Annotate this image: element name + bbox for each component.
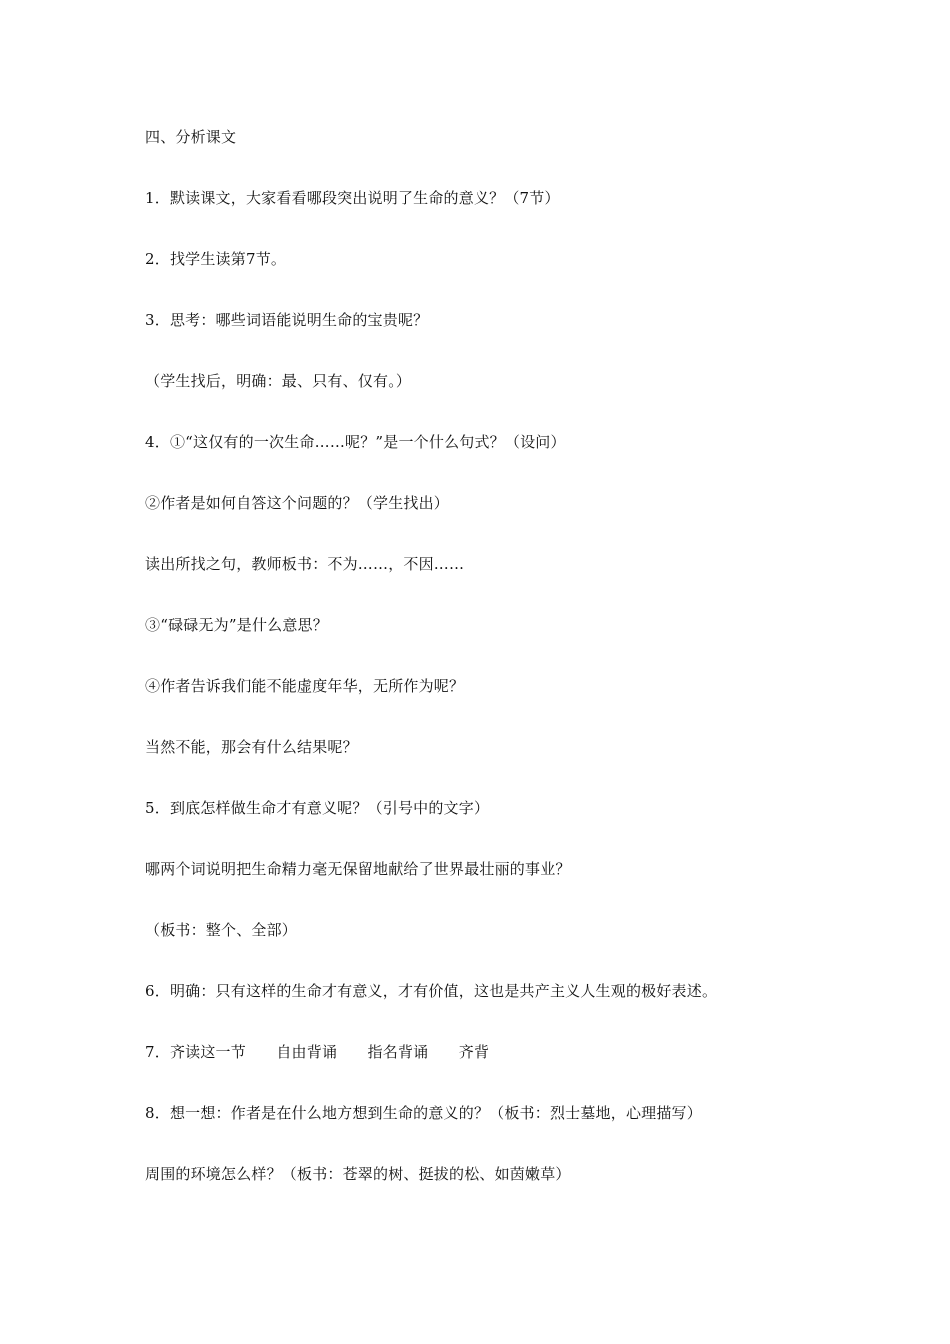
paragraph-line: 1．默读课文，大家看看哪段突出说明了生命的意义？（7节）: [145, 189, 560, 207]
paragraph-line: 5．到底怎样做生命才有意义呢？（引号中的文字）: [145, 799, 490, 817]
section-heading: 四、分析课文: [145, 128, 237, 146]
paragraph-line: 2．找学生读第7节。: [145, 250, 287, 268]
paragraph-line: ④作者告诉我们能不能虚度年华，无所作为呢？: [145, 677, 465, 695]
paragraph-line: 3．思考：哪些词语能说明生命的宝贵呢？: [145, 311, 429, 329]
paragraph-line: 哪两个词说明把生命精力毫无保留地献给了世界最壮丽的事业？: [145, 860, 571, 878]
paragraph-line: 8．想一想：作者是在什么地方想到生命的意义的？（板书：烈士墓地，心理描写）: [145, 1104, 702, 1122]
paragraph-line: ③“碌碌无为”是什么意思？: [145, 616, 328, 634]
paragraph-line: 当然不能，那会有什么结果呢？: [145, 738, 358, 756]
paragraph-line: （学生找后，明确：最、只有、仅有。）: [145, 372, 412, 390]
paragraph-line: 7．齐读这一节 自由背诵 指名背诵 齐背: [145, 1043, 490, 1061]
paragraph-line: 6．明确：只有这样的生命才有意义，才有价值，这也是共产主义人生观的极好表述。: [145, 982, 718, 1000]
paragraph-line: 周围的环境怎么样？（板书：苍翠的树、挺拔的松、如茵嫩草）: [145, 1165, 571, 1183]
paragraph-line: 读出所找之句，教师板书：不为……，不因……: [145, 555, 465, 573]
document-body: [145, 124, 845, 1222]
paragraph-line: ②作者是如何自答这个问题的？（学生找出）: [145, 494, 450, 512]
paragraph-line: 4．①“这仅有的一次生命……呢？”是一个什么句式？（设问）: [145, 433, 566, 451]
paragraph-line: （板书：整个、全部）: [145, 921, 298, 939]
